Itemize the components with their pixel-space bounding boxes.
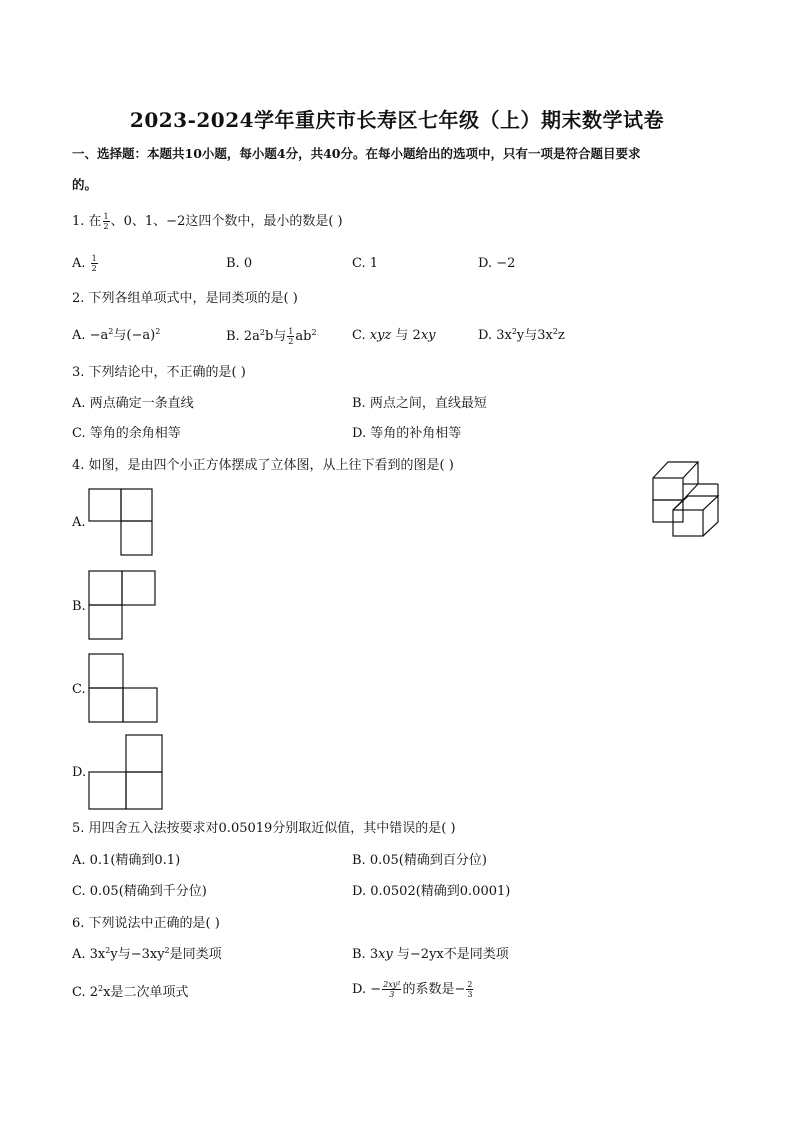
question-1-stem: 1. 在 $\frac{1}{2}$ 、0、1、−2这四个数中，最小的数是( ) [72, 212, 343, 231]
question-2-option-d: D. $3x^2y$与$3x^2z$ [478, 327, 565, 343]
question-6-option-c: C. $2^2x$是二次单项式 [72, 984, 189, 1000]
question-2-option-c: C. xyz 与 2xy [352, 328, 436, 343]
question-4-option-b-figure [88, 570, 158, 642]
page-title: 2023-2024学年重庆市长寿区七年级（上）期末数学试卷 [129, 108, 665, 132]
question-4-option-b-label: B. [72, 599, 86, 614]
question-6-option-d: D. − $\frac{\text{2xy²}}{3}$ 的系数是− $\frac{2}{3}$ [352, 980, 473, 999]
question-6-option-b: B. 3xy 与−2yx不是同类项 [352, 947, 509, 962]
section-heading-line2: 的。 [72, 177, 98, 192]
question-5-option-a: A. 0.1(精确到0.1) [72, 853, 181, 868]
question-4-stem: 4. 如图，是由四个小正方体摆成了立体图，从上往下看到的图是( ) [72, 458, 454, 473]
cube-stack-figure [648, 456, 728, 542]
question-3-option-c: C. 等角的余角相等 [72, 426, 181, 441]
question-3-option-b: B. 两点之间，直线最短 [352, 396, 487, 411]
question-1-option-a: A. $\frac{1}{2}$ [72, 254, 97, 273]
question-5-option-d: D. 0.0502(精确到0.0001) [352, 884, 511, 899]
fraction-half: $\frac{1}{2}$ [103, 212, 109, 231]
question-4-option-c-label: C. [72, 682, 86, 697]
question-5-stem: 5. 用四舍五入法按要求对0.05019分别取近似值，其中错误的是( ) [72, 821, 456, 836]
question-2-stem: 2. 下列各组单项式中，是同类项的是( ) [72, 291, 298, 306]
question-3-option-a: A. 两点确定一条直线 [72, 396, 194, 411]
question-3-stem: 3. 下列结论中，不正确的是( ) [72, 365, 246, 380]
question-6-option-a: A. $3x^2y$与$-3xy^2$是同类项 [72, 946, 222, 962]
question-1-option-c: C. 1 [352, 256, 379, 271]
question-4-option-c-figure [88, 653, 160, 725]
question-2-option-a: A. $-a^2$与$(-a)^2$ [72, 327, 161, 343]
question-4-option-d-figure [88, 734, 166, 812]
question-6-stem: 6. 下列说法中正确的是( ) [72, 916, 220, 931]
question-2-option-b: B. $2a^2b$与 $\frac{1}{2}$ $ab^2$ [226, 327, 317, 346]
question-1-option-b: B. 0 [226, 256, 253, 271]
question-1-option-d: D. −2 [478, 256, 516, 271]
question-5-option-c: C. 0.05(精确到千分位) [72, 884, 207, 899]
question-5-option-b: B. 0.05(精确到百分位) [352, 853, 487, 868]
question-4-option-d-label: D. [72, 765, 87, 780]
question-3-option-d: D. 等角的补角相等 [352, 426, 462, 441]
question-4-option-a-figure [88, 488, 154, 558]
question-4-option-a-label: A. [72, 515, 86, 530]
section-heading-line1: 一、选择题：本题共10小题，每小题4分，共40分。在每小题给出的选项中，只有一项是符合题目要求 [72, 146, 641, 161]
